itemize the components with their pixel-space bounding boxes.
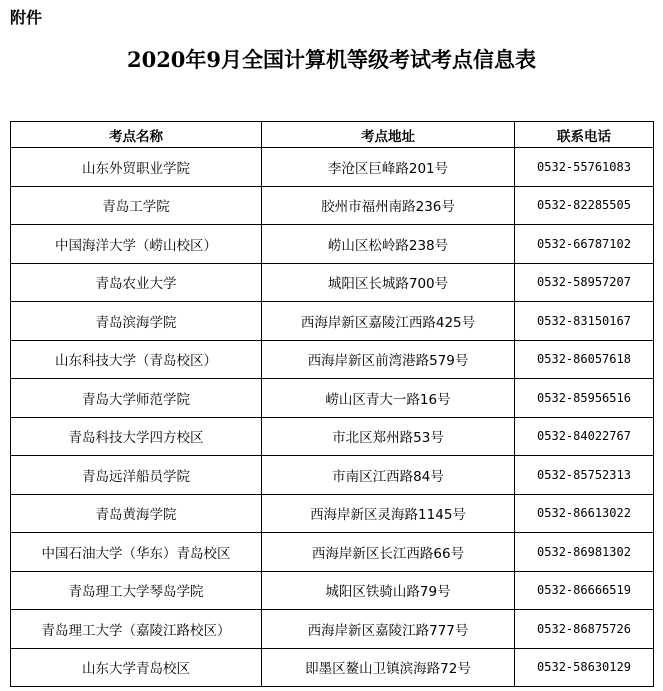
site-name-cell: 中国石油大学（华东）青岛校区	[11, 533, 262, 572]
phone-cell: 0532-83150167	[515, 302, 654, 341]
address-cell: 西海岸新区长江西路66号	[262, 533, 515, 572]
site-name-cell: 青岛工学院	[11, 186, 262, 225]
phone-cell: 0532-85752313	[515, 456, 654, 495]
table-row	[11, 533, 654, 572]
phone-cell: 0532-86981302	[515, 533, 654, 572]
address-cell: 胶州市福州南路236号	[262, 186, 515, 225]
table-row	[11, 456, 654, 495]
page-title: 2020年9月全国计算机等级考试考点信息表	[126, 47, 537, 72]
header-phone: 联系电话	[515, 122, 654, 148]
phone-cell: 0532-86666519	[515, 571, 654, 610]
site-name-cell: 青岛理工大学琴岛学院	[11, 571, 262, 610]
table-row	[11, 648, 654, 687]
address-cell: 即墨区鳌山卫镇滨海路72号	[262, 648, 515, 687]
address-cell: 西海岸新区前湾港路579号	[262, 340, 515, 379]
phone-cell: 0532-82285505	[515, 186, 654, 225]
site-name-cell: 青岛远洋船员学院	[11, 456, 262, 495]
phone-cell: 0532-58957207	[515, 263, 654, 302]
table-row	[11, 302, 654, 341]
site-name-cell: 青岛理工大学（嘉陵江路校区）	[11, 610, 262, 649]
site-name-cell: 青岛科技大学四方校区	[11, 417, 262, 456]
attachment-label: 附件	[10, 8, 43, 27]
phone-cell: 0532-55761083	[515, 148, 654, 187]
phone-cell: 0532-66787102	[515, 225, 654, 264]
site-name-cell: 山东科技大学（青岛校区）	[11, 340, 262, 379]
address-cell: 李沧区巨峰路201号	[262, 148, 515, 187]
table-row	[11, 148, 654, 187]
phone-cell: 0532-84022767	[515, 417, 654, 456]
address-cell: 市南区江西路84号	[262, 456, 515, 495]
table-row	[11, 225, 654, 264]
site-name-cell: 青岛农业大学	[11, 263, 262, 302]
site-name-cell: 中国海洋大学（崂山校区）	[11, 225, 262, 264]
table-row	[11, 186, 654, 225]
phone-cell: 0532-86057618	[515, 340, 654, 379]
table-row	[11, 417, 654, 456]
site-name-cell: 山东外贸职业学院	[11, 148, 262, 187]
table-row	[11, 379, 654, 418]
address-cell: 西海岸新区嘉陵江西路425号	[262, 302, 515, 341]
phone-cell: 0532-58630129	[515, 648, 654, 687]
address-cell: 西海岸新区灵海路1145号	[262, 494, 515, 533]
table-row	[11, 494, 654, 533]
site-name-cell: 青岛大学师范学院	[11, 379, 262, 418]
table-row	[11, 340, 654, 379]
address-cell: 崂山区青大一路16号	[262, 379, 515, 418]
table-row	[11, 263, 654, 302]
table-header-row	[11, 122, 654, 148]
table-row	[11, 610, 654, 649]
site-name-cell: 青岛黄海学院	[11, 494, 262, 533]
header-address: 考点地址	[262, 122, 515, 148]
header-site-name: 考点名称	[11, 122, 262, 148]
phone-cell: 0532-86613022	[515, 494, 654, 533]
table-row	[11, 571, 654, 610]
address-cell: 西海岸新区嘉陵江路777号	[262, 610, 515, 649]
site-name-cell: 山东大学青岛校区	[11, 648, 262, 687]
exam-site-table	[10, 121, 654, 687]
address-cell: 崂山区松岭路238号	[262, 225, 515, 264]
address-cell: 市北区郑州路53号	[262, 417, 515, 456]
site-name-cell: 青岛滨海学院	[11, 302, 262, 341]
address-cell: 城阳区长城路700号	[262, 263, 515, 302]
phone-cell: 0532-86875726	[515, 610, 654, 649]
address-cell: 城阳区铁骑山路79号	[262, 571, 515, 610]
phone-cell: 0532-85956516	[515, 379, 654, 418]
